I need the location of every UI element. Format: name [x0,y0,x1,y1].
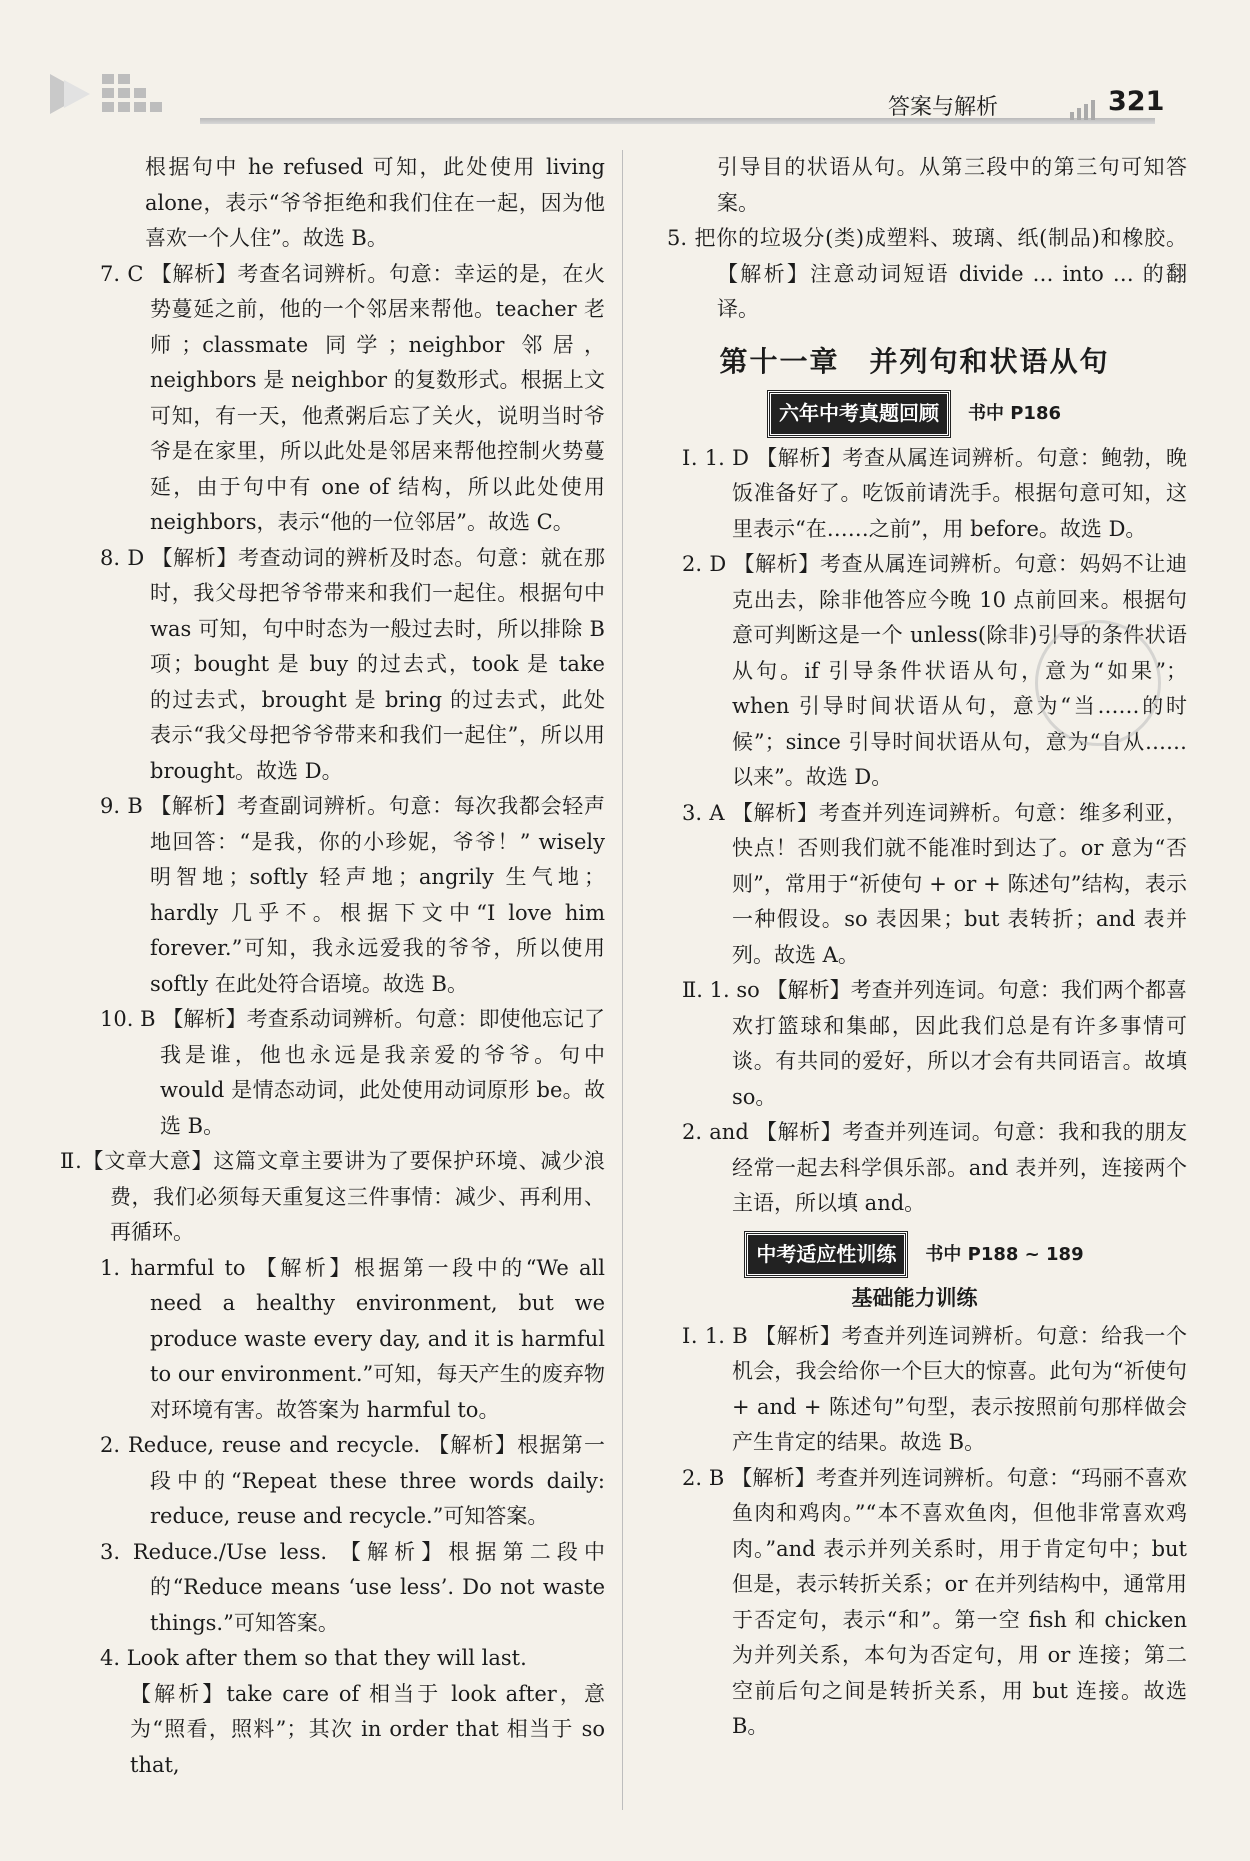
section-banner-row-2 [642,1232,1187,1278]
subsection-heading: 基础能力训练 [851,1286,978,1310]
answer-9: 9. B 【解析】考查副词辨析。句意：每次我都会轻声地回答：“是我，你的小珍妮，爷爷！” wisely 明智地；softly 轻声地；angrily 生气地；hardly 几乎不。根据下文中“I love him forever.”可知，我永远爱我的爷爷，所以使用 softly 在此处符合语境。故选 B。 [100,794,605,996]
header-rule [200,118,1155,124]
answer-j-2: 2. B 【解析】考查并列连词辨析。句意：“玛丽不喜欢鱼肉和鸡肉。”“本不喜欢鱼肉，但他非常喜欢鸡肉。”and 表示并列关系时，用于肯定句中；but 但是，表示转折关系；or 在并列结构中，通常用于否定句，表示“和”。第一空 fish 和 chicken 为并列关系，本句为否定句，用 or 连接；第二空前后句之间是转折关系，用 but 连接。故选 B。 [682,1465,1187,1738]
answer-ii-3: 3. Reduce./Use less. 【解析】根据第二段中的“Reduce means ‘use less’. Do not waste things.”可知答案。 [100,1539,605,1635]
answer-ii-1-right: Ⅱ. 1. so 【解析】考查并列连词。句意：我们两个都喜欢打篮球和集邮，因此我们总是有许多事情可谈。有共同的爱好，所以才会有共同语言。故填 so。 [682,978,1187,1109]
page-header [0,0,1250,140]
book-page-ref-2: 书中 P188 ~ 189 [925,1243,1084,1265]
publisher-logo-icon [50,68,200,120]
chapter-title: 第十一章 并列句和状语从句 [719,344,1110,378]
right-column [642,150,1187,1745]
answer-i-3: 3. A 【解析】考查并列连词辨析。句意：维多利亚，快点！否则我们就不能准时到达了。or 意为“否则”，常用于“祈使句 + or + 陈述句”结构，表示一种假设。so 表因果；but 表转折；and 表并列。故选 A。 [682,800,1187,967]
signal-bars-icon [1068,98,1100,120]
answer-10: 10. B 【解析】考查系动词辨析。句意：即使他忘记了我是谁，他也永远是我亲爱的爷爷。句中 would 是情态动词，此处使用动词原形 be。故选 B。 [100,1007,605,1138]
header-title: 答案与解析 [888,95,999,120]
answer-ii-2-right: 2. and 【解析】考查并列连词。句意：我和我的朋友经常一起去科学俱乐部。and 表并列，连接两个主语，所以填 and。 [682,1120,1187,1215]
section-banner: 六年中考真题回顾 [768,391,950,437]
continued-paragraph: 根据句中 he refused 可知，此处使用 living alone，表示“爷爷拒绝和我们住在一起，因为他喜欢一个人住”。故选 B。 [145,155,605,250]
answer-ii-4: 4. Look after them so that they will last. [100,1646,527,1670]
book-page-ref: 书中 P186 [967,403,1062,424]
answer-ii-5: 5. 把你的垃圾分(类)成塑料、玻璃、纸(制品)和橡胶。 【解析】注意动词短语 divide … into … 的翻译。 [667,226,1187,321]
answer-ii-2: 2. Reduce, reuse and recycle. 【解析】根据第一段中的“Repeat these three words daily: reduce, reuse and recycle.”可知答案。 [100,1433,605,1528]
answer-i-2: 2. D 【解析】考查从属连词辨析。句意：妈妈不让迪克出去，除非他答应今晚 10 点前回来。根据句意可判断这是一个 unless(除非)引导的条件状语从句。if 引导条件状语从句，意为“如果”；when 引导时间状语从句，意为“当……的时候”；since 引导时间状语从句，意为“自从……以来”。故选 D。 [682,552,1187,789]
answer-ii-4-explanation: 【解析】take care of 相当于 look after，意为“照看，照料”；其次 in order that 相当于 so that, [130,1681,605,1777]
section-2-summary: Ⅱ.【文章大意】这篇文章主要讲为了要保护环境、减少浪费，我们必须每天重复这三件事情：减少、再利用、再循环。 [60,1149,605,1244]
stamp-seal-icon [1035,620,1161,746]
answer-8: 8. D 【解析】考查动词的辨析及时态。句意：就在那时，我父母把爷爷带来和我们一起住。根据句中 was 可知，句中时态为一般过去时，所以排除 B 项；bought 是 buy 的过去式，took 是 take 的过去式，brought 是 bring 的过去式，此处表示“我父母把爷爷带来和我们一起住”，所以用 brought。故选 D。 [100,545,605,783]
column-divider [622,150,623,1810]
answer-7: 7. C 【解析】考查名词辨析。句意：幸运的是，在火势蔓延之前，他的一个邻居来帮他。teacher 老师；classmate 同学；neighbor 邻居，neighbors 是 neighbor 的复数形式。根据上文可知，有一天，他煮粥后忘了关火，说明当时爷爷是在家里，所以此处是邻居来帮他控制火势蔓延，由于句中有 one of 结构，所以此处使用 neighbors，表示“他的一位邻居”。故选 C。 [100,261,605,534]
page-number: 321 [1108,86,1165,117]
section-banner-2: 中考适应性训练 [745,1232,907,1278]
answer-j-1: Ⅰ. 1. B 【解析】考查并列连词辨析。句意：给我一个机会，我会给你一个巨大的惊喜。此句为“祈使句 + and + 陈述句”句型，表示按照前句那样做会产生肯定的结果。故选 B。 [682,1323,1187,1454]
continued-paragraph-right: 引导目的状语从句。从第三段中的第三句可知答案。 [717,155,1187,215]
answer-i-1: Ⅰ. 1. D 【解析】考查从属连词辨析。句意：鲍勃，晚饭准备好了。吃饭前请洗手。根据句意可知，这里表示“在……之前”，用 before。故选 D。 [682,445,1187,541]
answer-ii-1: 1. harmful to 【解析】根据第一段中的“We all need a healthy environment, but we produce waste every day, and it is harmful to our environment.”可知，每天产生的废弃物对环境有害。故答案为 harmful to。 [100,1255,605,1422]
left-column [60,150,605,1783]
section-banner-row [642,391,1187,437]
